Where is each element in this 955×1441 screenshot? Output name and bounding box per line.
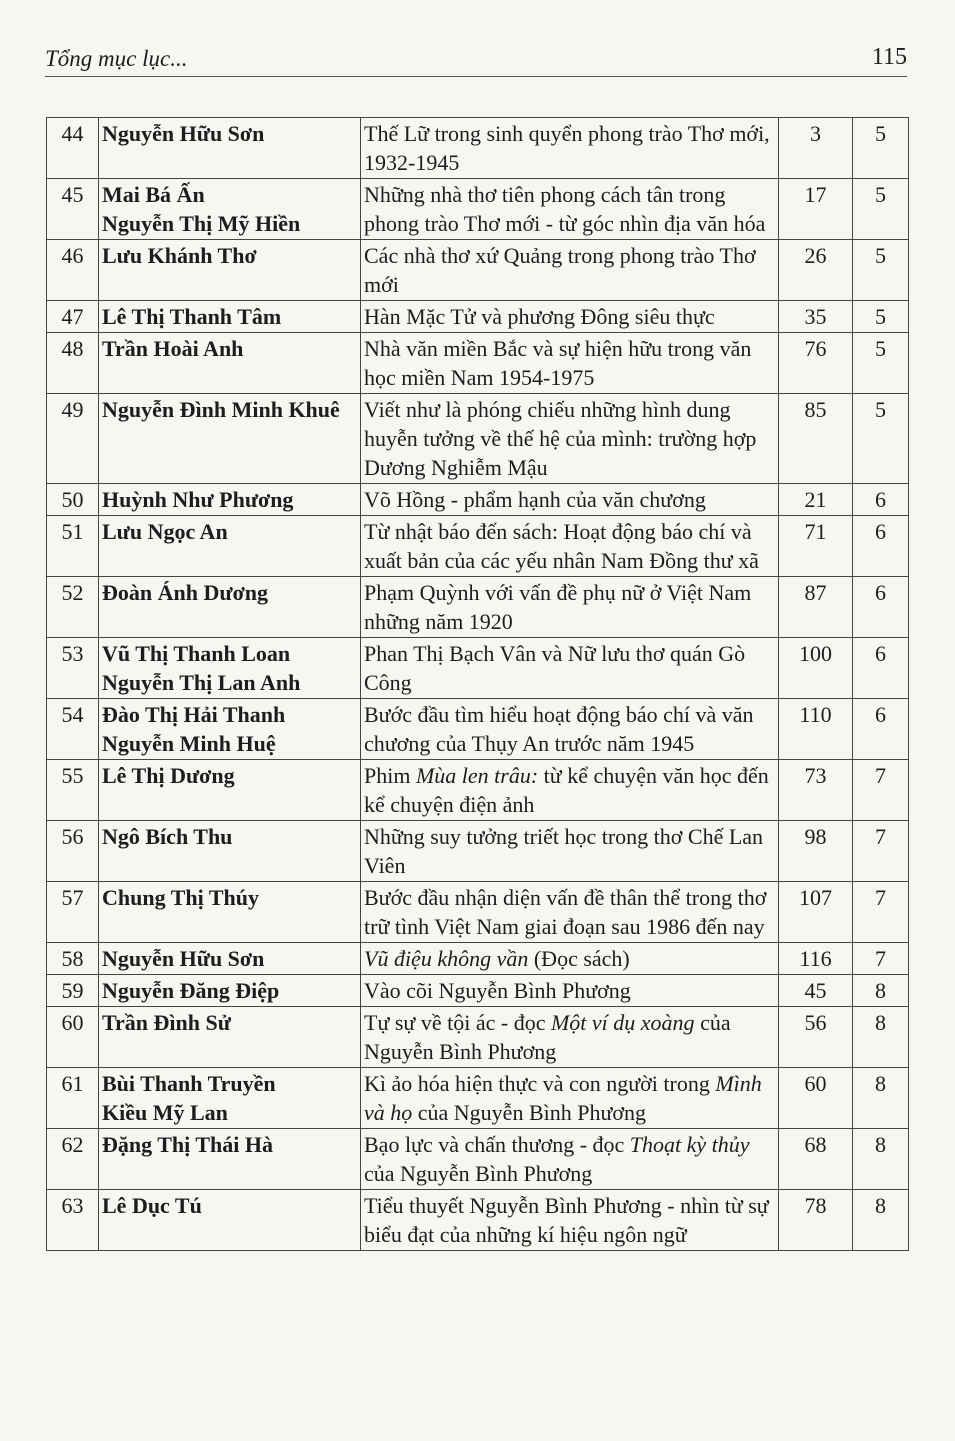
- entry-page: 71: [779, 516, 853, 577]
- entry-authors: [99, 394, 361, 484]
- table-of-contents: [46, 117, 909, 1251]
- title-part: của Nguyễn Bình Phương: [412, 1100, 647, 1125]
- page-number: 115: [871, 44, 907, 70]
- entry-title: [361, 333, 779, 394]
- entry-page: 3: [779, 118, 853, 179]
- entry-issue: 6: [853, 577, 909, 638]
- author-name: Nguyễn Thị Mỹ Hiền: [102, 211, 301, 236]
- entry-title: [361, 1007, 779, 1068]
- entry-title: [361, 516, 779, 577]
- entry-title: [361, 1068, 779, 1129]
- title-part: Các nhà thơ xứ Quảng trong phong trào Thơ mới: [364, 243, 756, 297]
- title-part: Từ nhật báo đến sách: Hoạt động báo chí và xuất bản của các yếu nhân Nam Đồng thư xã: [364, 519, 759, 573]
- entry-title: [361, 240, 779, 301]
- entry-issue: 5: [853, 394, 909, 484]
- table-row: [47, 301, 909, 333]
- entry-authors: [99, 1068, 361, 1129]
- entry-page: 98: [779, 821, 853, 882]
- title-part: Tiểu thuyết Nguyễn Bình Phương - nhìn từ sự biểu đạt của những kí hiệu ngôn ngữ: [364, 1193, 769, 1247]
- entry-page: 107: [779, 882, 853, 943]
- title-part: Bước đầu tìm hiểu hoạt động báo chí và văn chương của Thụy An trước năm 1945: [364, 702, 754, 756]
- entry-authors: [99, 240, 361, 301]
- table-row: [47, 1129, 909, 1190]
- running-title: Tổng mục lục...: [45, 46, 188, 71]
- title-part: Những suy tưởng triết học trong thơ Chế Lan Viên: [364, 824, 764, 878]
- author-name: Lê Thị Thanh Tâm: [102, 304, 282, 329]
- entry-issue: 5: [853, 240, 909, 301]
- table-row: [47, 577, 909, 638]
- entry-issue: 6: [853, 484, 909, 516]
- entry-number: 63: [47, 1190, 99, 1251]
- entry-title: [361, 1129, 779, 1190]
- entry-title: [361, 1190, 779, 1251]
- entry-page: 17: [779, 179, 853, 240]
- entry-number: 51: [47, 516, 99, 577]
- entry-title: [361, 699, 779, 760]
- entry-issue: 6: [853, 699, 909, 760]
- table-row: [47, 394, 909, 484]
- table-row: [47, 1190, 909, 1251]
- author-name: Kiều Mỹ Lan: [102, 1100, 228, 1125]
- entry-authors: [99, 516, 361, 577]
- entry-number: 44: [47, 118, 99, 179]
- table-row: [47, 1007, 909, 1068]
- entry-page: 110: [779, 699, 853, 760]
- table-row: [47, 882, 909, 943]
- entry-authors: [99, 882, 361, 943]
- table-row: [47, 333, 909, 394]
- entry-authors: [99, 821, 361, 882]
- table-row: [47, 1068, 909, 1129]
- entry-title: [361, 394, 779, 484]
- title-part: Phim: [364, 763, 416, 788]
- author-name: Lê Dục Tú: [102, 1193, 202, 1218]
- author-name: Nguyễn Thị Lan Anh: [102, 670, 301, 695]
- entry-authors: [99, 760, 361, 821]
- toc-body: [47, 118, 909, 1251]
- title-part: Nhà văn miền Bắc và sự hiện hữu trong văn học miền Nam 1954-1975: [364, 336, 752, 390]
- author-name: Lưu Khánh Thơ: [102, 243, 257, 268]
- entry-authors: [99, 118, 361, 179]
- entry-page: 76: [779, 333, 853, 394]
- entry-issue: 5: [853, 333, 909, 394]
- entry-number: 47: [47, 301, 99, 333]
- author-name: Đào Thị Hải Thanh: [102, 702, 286, 727]
- table-row: [47, 638, 909, 699]
- entry-authors: [99, 301, 361, 333]
- title-part: Kì ảo hóa hiện thực và con người trong: [364, 1071, 716, 1096]
- entry-authors: [99, 699, 361, 760]
- entry-authors: [99, 333, 361, 394]
- entry-title: [361, 577, 779, 638]
- entry-issue: 7: [853, 882, 909, 943]
- entry-issue: 5: [853, 118, 909, 179]
- title-part: Vào cõi Nguyễn Bình Phương: [364, 978, 631, 1003]
- entry-title: [361, 484, 779, 516]
- title-part: Thế Lữ trong sinh quyển phong trào Thơ mới, 1932-1945: [364, 121, 770, 175]
- entry-issue: 6: [853, 516, 909, 577]
- title-part: Bước đầu nhận diện vấn đề thân thể trong thơ trữ tình Việt Nam giai đoạn sau 1986 đến nay: [364, 885, 767, 939]
- title-part: Viết như là phóng chiếu những hình dung huyễn tưởng về thế hệ của mình: trường hợp Dương Nghiễm Mậu: [364, 397, 757, 480]
- entry-number: 48: [47, 333, 99, 394]
- entry-title: [361, 882, 779, 943]
- author-name: Nguyễn Đình Minh Khuê: [102, 397, 340, 422]
- title-part: của Nguyễn Bình Phương: [364, 1010, 731, 1064]
- table-row: [47, 516, 909, 577]
- title-italic-part: Vũ điệu không vần: [364, 946, 529, 971]
- entry-title: [361, 760, 779, 821]
- author-name: Chung Thị Thúy: [102, 885, 259, 910]
- author-name: Đoàn Ánh Dương: [102, 580, 268, 605]
- entry-issue: 5: [853, 301, 909, 333]
- author-name: Mai Bá Ấn: [102, 182, 205, 207]
- table-row: [47, 484, 909, 516]
- entry-authors: [99, 638, 361, 699]
- table-row: [47, 975, 909, 1007]
- entry-page: 56: [779, 1007, 853, 1068]
- entry-number: 57: [47, 882, 99, 943]
- title-part: (Đọc sách): [528, 946, 630, 971]
- author-name: Nguyễn Minh Huệ: [102, 731, 276, 756]
- entry-page: 60: [779, 1068, 853, 1129]
- entry-number: 58: [47, 943, 99, 975]
- entry-issue: 8: [853, 1007, 909, 1068]
- title-part: Hàn Mặc Tử và phương Đông siêu thực: [364, 304, 715, 329]
- entry-page: 78: [779, 1190, 853, 1251]
- title-part: Võ Hồng - phẩm hạnh của văn chương: [364, 487, 706, 512]
- author-name: Nguyễn Đăng Điệp: [102, 978, 280, 1003]
- entry-number: 54: [47, 699, 99, 760]
- entry-issue: 7: [853, 760, 909, 821]
- title-part: Tự sự về tội ác - đọc: [364, 1010, 551, 1035]
- entry-issue: 8: [853, 1129, 909, 1190]
- title-italic-part: Mùa len trâu:: [415, 763, 539, 788]
- title-part: Bạo lực và chấn thương - đọc: [364, 1132, 630, 1157]
- entry-number: 46: [47, 240, 99, 301]
- entry-number: 60: [47, 1007, 99, 1068]
- entry-page: 116: [779, 943, 853, 975]
- entry-page: 35: [779, 301, 853, 333]
- entry-issue: 7: [853, 943, 909, 975]
- entry-number: 45: [47, 179, 99, 240]
- table-row: [47, 179, 909, 240]
- entry-number: 62: [47, 1129, 99, 1190]
- entry-issue: 7: [853, 821, 909, 882]
- entry-issue: 5: [853, 179, 909, 240]
- title-italic-part: Mình và họ: [364, 1071, 762, 1125]
- entry-title: [361, 301, 779, 333]
- entry-authors: [99, 1190, 361, 1251]
- entry-page: 45: [779, 975, 853, 1007]
- title-part: Những nhà thơ tiên phong cách tân trong phong trào Thơ mới - từ góc nhìn địa văn hóa: [364, 182, 766, 236]
- entry-number: 49: [47, 394, 99, 484]
- author-name: Trần Hoài Anh: [102, 336, 244, 361]
- author-name: Huỳnh Như Phương: [102, 487, 294, 512]
- entry-authors: [99, 943, 361, 975]
- entry-number: 61: [47, 1068, 99, 1129]
- author-name: Nguyễn Hữu Sơn: [102, 121, 265, 146]
- title-part: từ kể chuyện văn học đến kể chuyện điện ảnh: [364, 763, 769, 817]
- entry-authors: [99, 1129, 361, 1190]
- author-name: Trần Đình Sử: [102, 1010, 231, 1035]
- entry-authors: [99, 1007, 361, 1068]
- author-name: Nguyễn Hữu Sơn: [102, 946, 265, 971]
- entry-title: [361, 943, 779, 975]
- entry-title: [361, 975, 779, 1007]
- entry-number: 53: [47, 638, 99, 699]
- entry-title: [361, 821, 779, 882]
- table-row: [47, 821, 909, 882]
- entry-page: 73: [779, 760, 853, 821]
- entry-page: 87: [779, 577, 853, 638]
- entry-title: [361, 118, 779, 179]
- entry-page: 68: [779, 1129, 853, 1190]
- entry-issue: 8: [853, 1190, 909, 1251]
- table-row: [47, 760, 909, 821]
- entry-authors: [99, 484, 361, 516]
- entry-page: 26: [779, 240, 853, 301]
- author-name: Đặng Thị Thái Hà: [102, 1132, 273, 1157]
- title-italic-part: Một ví dụ xoàng: [550, 1010, 695, 1035]
- entry-title: [361, 638, 779, 699]
- entry-issue: 6: [853, 638, 909, 699]
- entry-issue: 8: [853, 1068, 909, 1129]
- title-part: Phan Thị Bạch Vân và Nữ lưu thơ quán Gò Công: [364, 641, 746, 695]
- running-header: [45, 44, 907, 77]
- entry-page: 100: [779, 638, 853, 699]
- entry-number: 52: [47, 577, 99, 638]
- entry-authors: [99, 179, 361, 240]
- entry-authors: [99, 975, 361, 1007]
- table-row: [47, 118, 909, 179]
- title-part: Phạm Quỳnh với vấn đề phụ nữ ở Việt Nam những năm 1920: [364, 580, 752, 634]
- author-name: Lê Thị Dương: [102, 763, 235, 788]
- title-italic-part: Thoạt kỳ thủy: [629, 1132, 750, 1157]
- author-name: Bùi Thanh Truyền: [102, 1071, 276, 1096]
- title-part: của Nguyễn Bình Phương: [364, 1161, 593, 1186]
- table-row: [47, 240, 909, 301]
- entry-number: 50: [47, 484, 99, 516]
- entry-title: [361, 179, 779, 240]
- entry-issue: 8: [853, 975, 909, 1007]
- author-name: Ngô Bích Thu: [102, 824, 233, 849]
- entry-page: 85: [779, 394, 853, 484]
- entry-authors: [99, 577, 361, 638]
- author-name: Vũ Thị Thanh Loan: [102, 641, 291, 666]
- entry-number: 59: [47, 975, 99, 1007]
- entry-number: 55: [47, 760, 99, 821]
- entry-page: 21: [779, 484, 853, 516]
- entry-number: 56: [47, 821, 99, 882]
- table-row: [47, 699, 909, 760]
- author-name: Lưu Ngọc An: [102, 519, 228, 544]
- table-row: [47, 943, 909, 975]
